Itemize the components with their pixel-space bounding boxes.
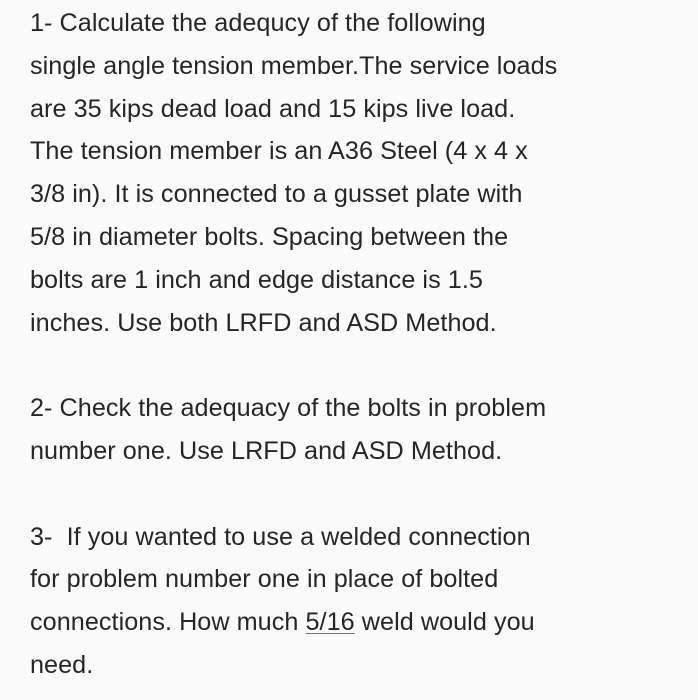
problem-2 <box>30 387 680 473</box>
weld-size-underlined-text: 5/16 <box>305 608 355 637</box>
problem-3-line-2: for problem number one in place of bolted <box>30 565 499 594</box>
note-text-block <box>30 2 680 687</box>
problem-1-line-4: The tension member is an A36 Steel (4 x 4 x <box>30 137 528 166</box>
problem-1 <box>30 2 680 344</box>
problem-1-line-2: single angle tension member.The service loads <box>30 51 558 80</box>
problem-1-line-7: bolts are 1 inch and edge distance is 1.5 <box>30 265 483 294</box>
paragraph-spacer <box>30 473 680 516</box>
problem-1-line-6: 5/8 in diameter bolts. Spacing between the <box>30 222 509 251</box>
problem-3-line-3-before: connections. How much <box>30 608 306 637</box>
problem-3-line-1: 3- If you wanted to use a welded connection <box>30 522 531 551</box>
problem-3-line-3-after: weld would you <box>354 608 535 637</box>
problem-3-line-3 <box>30 601 680 644</box>
problem-1-line-8: inches. Use both LRFD and ASD Method. <box>30 308 497 337</box>
problem-1-line-1: 1- Calculate the adequcy of the following <box>30 9 486 37</box>
problem-2-line-1: 2- Check the adequacy of the bolts in problem <box>30 394 547 423</box>
problem-3 <box>30 516 680 687</box>
problem-2-line-2: number one. Use LRFD and ASD Method. <box>30 436 503 465</box>
problem-3-line-4: need. <box>30 650 94 679</box>
problem-1-line-5: 3/8 in). It is connected to a gusset plate with <box>30 180 523 209</box>
problem-1-line-3: are 35 kips dead load and 15 kips live load. <box>30 94 516 123</box>
paragraph-spacer <box>30 344 680 387</box>
